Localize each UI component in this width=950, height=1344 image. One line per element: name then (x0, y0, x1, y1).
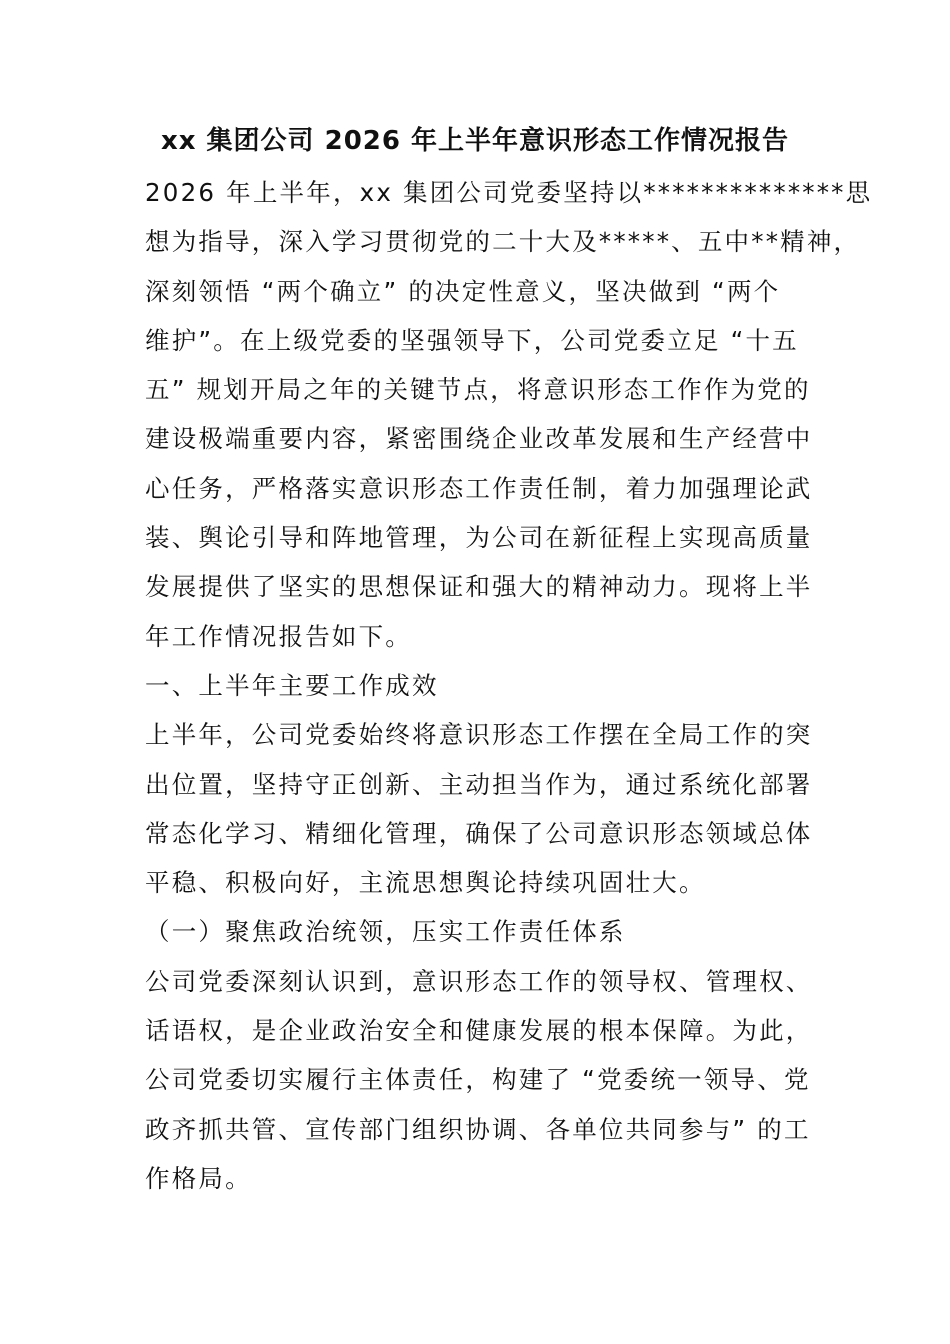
document-body (145, 168, 873, 1203)
body-line: 公司党委深刻认识到，意识形态工作的领导权、管理权、 (145, 966, 813, 996)
body-line: 话语权，是企业政治安全和健康发展的根本保障。为此， (145, 1016, 813, 1046)
body-line: 平稳、积极向好，主流思想舆论持续巩固壮大。 (145, 868, 706, 898)
body-line: 公司党委切实履行主体责任，构建了 “党委统一领导、党 (145, 1065, 811, 1095)
body-line: 发展提供了坚实的思想保证和强大的精神动力。现将上半 (145, 572, 813, 602)
body-line: 装、舆论引导和阵地管理，为公司在新征程上实现高质量 (145, 523, 813, 553)
document-title: xx 集团公司 2026 年上半年意识形态工作情况报告 (160, 126, 790, 156)
body-line: 年工作情况报告如下。 (145, 621, 412, 651)
body-line: 心任务，严格落实意识形态工作责任制，着力加强理论武 (145, 473, 813, 503)
subsection-heading: （一）聚焦政治统领，压实工作责任体系 (145, 917, 626, 947)
body-line: 作格局。 (145, 1163, 252, 1193)
section-heading: 一、上半年主要工作成效 (145, 670, 439, 700)
body-line: 政齐抓共管、宣传部门组织协调、各单位共同参与” 的工 (145, 1114, 811, 1144)
body-line: 常态化学习、精细化管理，确保了公司意识形态领域总体 (145, 818, 813, 848)
body-line: 五” 规划开局之年的关键节点，将意识形态工作作为党的 (145, 375, 811, 405)
body-line: 维护”。在上级党委的坚强领导下，公司党委立足 “十五 (145, 325, 799, 355)
body-line: 想为指导，深入学习贯彻党的二十大及*****、五中**精神， (145, 227, 861, 257)
body-line: 建设极端重要内容，紧密围绕企业改革发展和生产经营中 (145, 424, 813, 454)
body-line: 出位置，坚持守正创新、主动担当作为，通过系统化部署 (145, 769, 813, 799)
body-line: 深刻领悟 “两个确立” 的决定性意义，坚决做到 “两个 (145, 276, 781, 306)
body-line: 上半年，公司党委始终将意识形态工作摆在全局工作的突 (145, 720, 813, 750)
body-line: 2026 年上半年，xx 集团公司党委坚持以**************思 (145, 178, 873, 207)
